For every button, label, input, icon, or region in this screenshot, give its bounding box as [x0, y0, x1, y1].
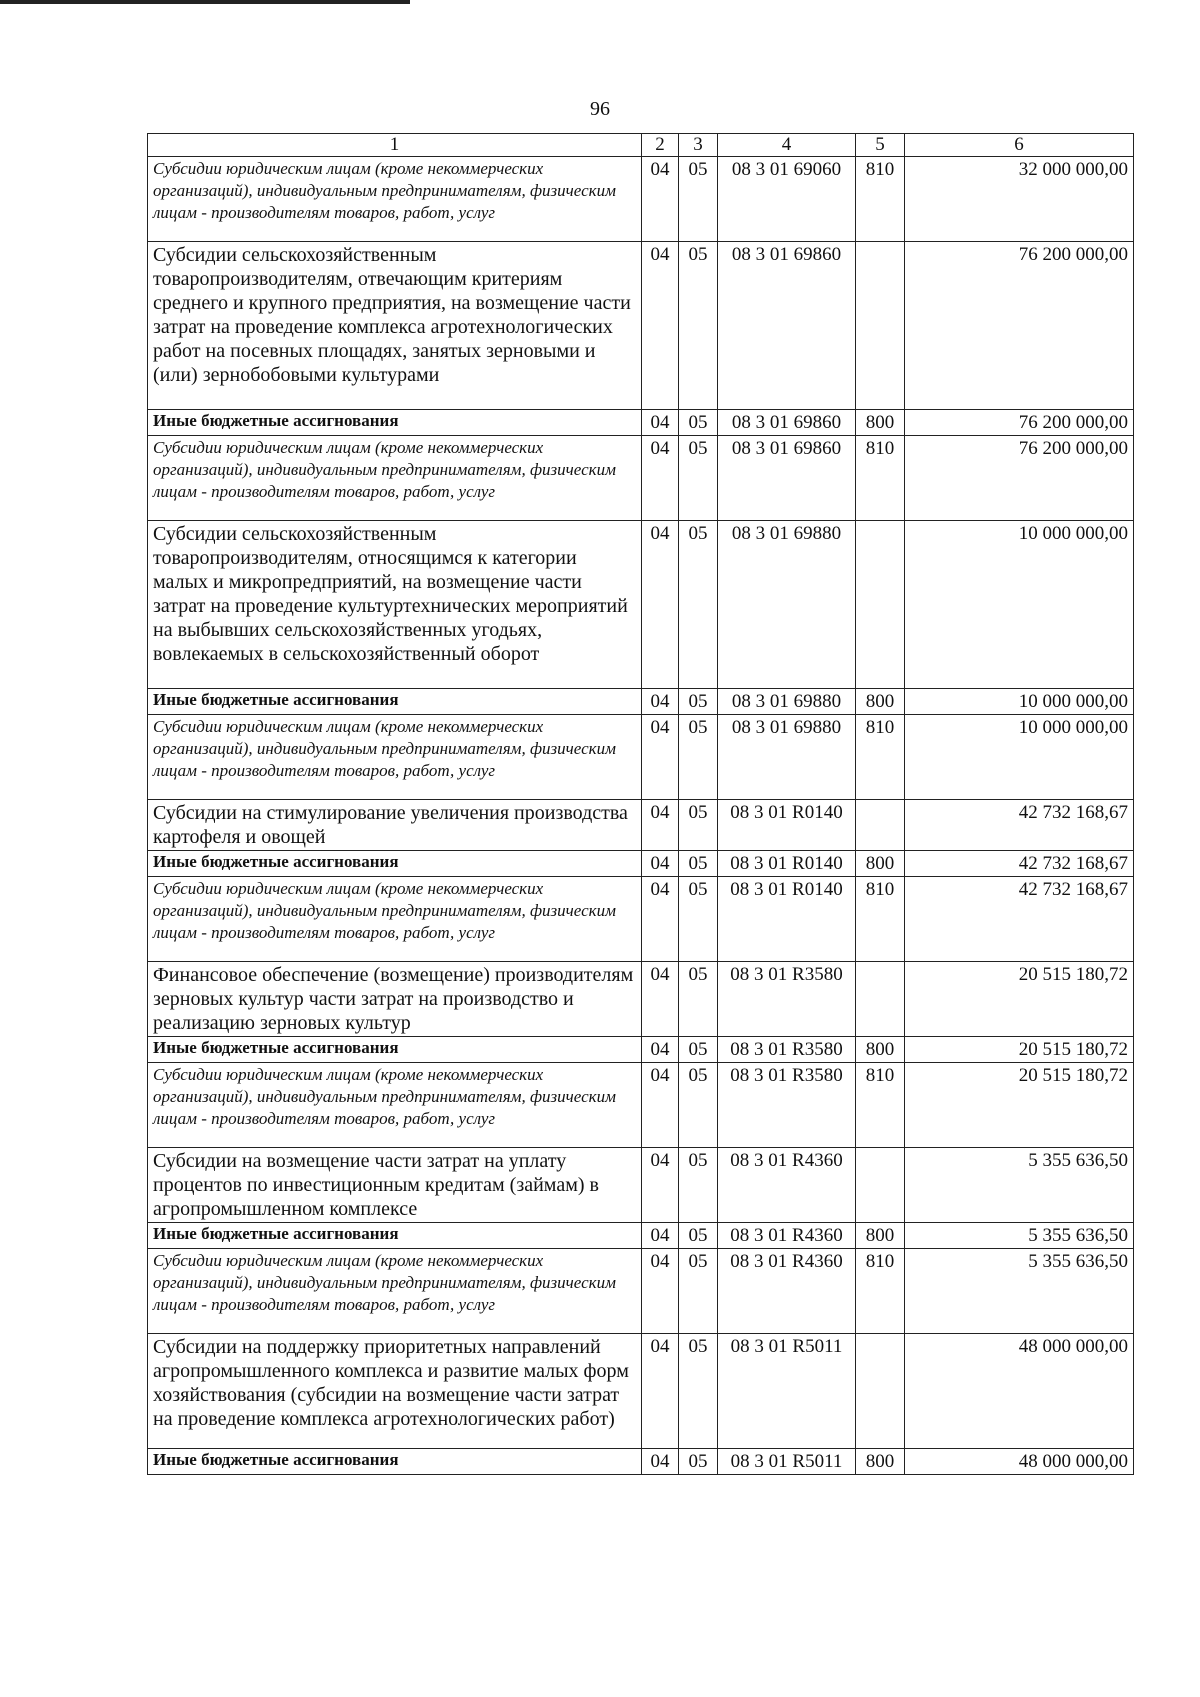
budget-table-body	[148, 134, 1134, 1475]
amount-cell: 48 000 000,00	[905, 1334, 1134, 1449]
subsection-cell: 05	[679, 1449, 718, 1475]
header-cell-1: 1	[148, 134, 642, 157]
amount-cell: 76 200 000,00	[905, 242, 1134, 410]
table-row	[148, 521, 1134, 689]
expense-type-cell: 810	[856, 877, 905, 962]
budget-table	[147, 133, 1134, 1475]
target-article-cell: 08 3 01 69860	[718, 436, 856, 521]
target-article-cell: 08 3 01 69880	[718, 715, 856, 800]
table-row	[148, 410, 1134, 436]
subsection-cell: 05	[679, 1334, 718, 1449]
table-row	[148, 1449, 1134, 1475]
table-row	[148, 1334, 1134, 1449]
expense-type-cell	[856, 1334, 905, 1449]
subsection-cell: 05	[679, 689, 718, 715]
amount-cell: 10 000 000,00	[905, 689, 1134, 715]
subsection-cell: 05	[679, 436, 718, 521]
target-article-cell: 08 3 01 69880	[718, 689, 856, 715]
target-article-cell: 08 3 01 69860	[718, 242, 856, 410]
amount-cell: 20 515 180,72	[905, 1063, 1134, 1148]
subsection-cell: 05	[679, 157, 718, 242]
amount-cell: 42 732 168,67	[905, 800, 1134, 851]
section-cell: 04	[642, 1148, 679, 1223]
table-row	[148, 1223, 1134, 1249]
section-cell: 04	[642, 877, 679, 962]
target-article-cell: 08 3 01 R0140	[718, 877, 856, 962]
table-row	[148, 800, 1134, 851]
table-row	[148, 1063, 1134, 1148]
subsection-cell: 05	[679, 521, 718, 689]
table-row	[148, 877, 1134, 962]
target-article-cell: 08 3 01 69860	[718, 410, 856, 436]
section-cell: 04	[642, 1334, 679, 1449]
table-row	[148, 1148, 1134, 1223]
expense-type-cell: 800	[856, 1037, 905, 1063]
subsection-cell: 05	[679, 242, 718, 410]
header-cell-5: 5	[856, 134, 905, 157]
amount-cell: 10 000 000,00	[905, 521, 1134, 689]
expense-type-cell: 800	[856, 851, 905, 877]
section-cell: 04	[642, 242, 679, 410]
name-cell: Субсидии юридическим лицам (кроме некоммерческих организаций), индивидуальным предпринимателям, физическим лицам - производителям товаров, работ, услуг	[148, 877, 642, 962]
name-cell: Субсидии юридическим лицам (кроме некоммерческих организаций), индивидуальным предпринимателям, физическим лицам - производителям товаров, работ, услуг	[148, 715, 642, 800]
section-cell: 04	[642, 800, 679, 851]
table-row	[148, 1037, 1134, 1063]
name-cell: Иные бюджетные ассигнования	[148, 689, 642, 715]
name-cell: Иные бюджетные ассигнования	[148, 851, 642, 877]
expense-type-cell: 800	[856, 410, 905, 436]
amount-cell: 20 515 180,72	[905, 1037, 1134, 1063]
amount-cell: 42 732 168,67	[905, 877, 1134, 962]
subsection-cell: 05	[679, 962, 718, 1037]
amount-cell: 20 515 180,72	[905, 962, 1134, 1037]
target-article-cell: 08 3 01 69060	[718, 157, 856, 242]
expense-type-cell: 800	[856, 689, 905, 715]
amount-cell: 10 000 000,00	[905, 715, 1134, 800]
table-row	[148, 242, 1134, 410]
target-article-cell: 08 3 01 R3580	[718, 1063, 856, 1148]
expense-type-cell	[856, 962, 905, 1037]
subsection-cell: 05	[679, 800, 718, 851]
section-cell: 04	[642, 689, 679, 715]
amount-cell: 76 200 000,00	[905, 410, 1134, 436]
subsection-cell: 05	[679, 877, 718, 962]
amount-cell: 5 355 636,50	[905, 1148, 1134, 1223]
subsection-cell: 05	[679, 410, 718, 436]
name-cell: Субсидии сельскохозяйственным товаропроизводителям, отвечающим критериям среднего и крупного предприятия, на возмещение части затрат на проведение комплекса агротехнологических работ на посевных площадях, занятых зерновыми и (или) зернобобовыми культурами	[148, 242, 642, 410]
page-number: 96	[590, 98, 610, 120]
subsection-cell: 05	[679, 1063, 718, 1148]
amount-cell: 5 355 636,50	[905, 1223, 1134, 1249]
table-row	[148, 962, 1134, 1037]
expense-type-cell	[856, 800, 905, 851]
expense-type-cell: 810	[856, 436, 905, 521]
target-article-cell: 08 3 01 R5011	[718, 1334, 856, 1449]
target-article-cell: 08 3 01 R0140	[718, 800, 856, 851]
name-cell: Финансовое обеспечение (возмещение) производителям зерновых культур части затрат на производство и реализацию зерновых культур	[148, 962, 642, 1037]
scan-top-rule	[0, 0, 410, 4]
expense-type-cell	[856, 1148, 905, 1223]
expense-type-cell: 800	[856, 1223, 905, 1249]
amount-cell: 42 732 168,67	[905, 851, 1134, 877]
table-row	[148, 689, 1134, 715]
expense-type-cell	[856, 521, 905, 689]
amount-cell: 48 000 000,00	[905, 1449, 1134, 1475]
section-cell: 04	[642, 1063, 679, 1148]
expense-type-cell	[856, 242, 905, 410]
table-row	[148, 1249, 1134, 1334]
target-article-cell: 08 3 01 R4360	[718, 1223, 856, 1249]
section-cell: 04	[642, 1449, 679, 1475]
expense-type-cell: 810	[856, 715, 905, 800]
header-cell-6: 6	[905, 134, 1134, 157]
name-cell: Иные бюджетные ассигнования	[148, 1223, 642, 1249]
name-cell: Субсидии на стимулирование увеличения производства картофеля и овощей	[148, 800, 642, 851]
section-cell: 04	[642, 436, 679, 521]
target-article-cell: 08 3 01 69880	[718, 521, 856, 689]
amount-cell: 76 200 000,00	[905, 436, 1134, 521]
name-cell: Субсидии юридическим лицам (кроме некоммерческих организаций), индивидуальным предпринимателям, физическим лицам - производителям товаров, работ, услуг	[148, 436, 642, 521]
table-row	[148, 436, 1134, 521]
target-article-cell: 08 3 01 R4360	[718, 1148, 856, 1223]
name-cell: Субсидии на возмещение части затрат на уплату процентов по инвестиционным кредитам (займам) в агропромышленном комплексе	[148, 1148, 642, 1223]
target-article-cell: 08 3 01 R5011	[718, 1449, 856, 1475]
subsection-cell: 05	[679, 1249, 718, 1334]
name-cell: Субсидии сельскохозяйственным товаропроизводителям, относящимся к категории малых и микропредприятий, на возмещение части затрат на проведение культуртехнических мероприятий на выбывших сельскохозяйственных угодьях, вовлекаемых в сельскохозяйственный оборот	[148, 521, 642, 689]
section-cell: 04	[642, 1037, 679, 1063]
section-cell: 04	[642, 851, 679, 877]
section-cell: 04	[642, 157, 679, 242]
section-cell: 04	[642, 1223, 679, 1249]
header-cell-4: 4	[718, 134, 856, 157]
section-cell: 04	[642, 410, 679, 436]
amount-cell: 32 000 000,00	[905, 157, 1134, 242]
target-article-cell: 08 3 01 R0140	[718, 851, 856, 877]
table-row	[148, 851, 1134, 877]
subsection-cell: 05	[679, 1037, 718, 1063]
subsection-cell: 05	[679, 851, 718, 877]
section-cell: 04	[642, 1249, 679, 1334]
name-cell: Субсидии юридическим лицам (кроме некоммерческих организаций), индивидуальным предпринимателям, физическим лицам - производителям товаров, работ, услуг	[148, 1249, 642, 1334]
section-cell: 04	[642, 962, 679, 1037]
header-row	[148, 134, 1134, 157]
target-article-cell: 08 3 01 R3580	[718, 1037, 856, 1063]
subsection-cell: 05	[679, 715, 718, 800]
name-cell: Иные бюджетные ассигнования	[148, 1037, 642, 1063]
name-cell: Иные бюджетные ассигнования	[148, 1449, 642, 1475]
expense-type-cell: 810	[856, 157, 905, 242]
subsection-cell: 05	[679, 1148, 718, 1223]
target-article-cell: 08 3 01 R4360	[718, 1249, 856, 1334]
name-cell: Субсидии юридическим лицам (кроме некоммерческих организаций), индивидуальным предпринимателям, физическим лицам - производителям товаров, работ, услуг	[148, 157, 642, 242]
subsection-cell: 05	[679, 1223, 718, 1249]
table-row	[148, 157, 1134, 242]
header-cell-3: 3	[679, 134, 718, 157]
expense-type-cell: 810	[856, 1063, 905, 1148]
amount-cell: 5 355 636,50	[905, 1249, 1134, 1334]
section-cell: 04	[642, 715, 679, 800]
target-article-cell: 08 3 01 R3580	[718, 962, 856, 1037]
section-cell: 04	[642, 521, 679, 689]
name-cell: Иные бюджетные ассигнования	[148, 410, 642, 436]
expense-type-cell: 800	[856, 1449, 905, 1475]
table-row	[148, 715, 1134, 800]
name-cell: Субсидии юридическим лицам (кроме некоммерческих организаций), индивидуальным предпринимателям, физическим лицам - производителям товаров, работ, услуг	[148, 1063, 642, 1148]
expense-type-cell: 810	[856, 1249, 905, 1334]
header-cell-2: 2	[642, 134, 679, 157]
name-cell: Субсидии на поддержку приоритетных направлений агропромышленного комплекса и развитие малых форм хозяйствования (субсидии на возмещение части затрат на проведение комплекса агротехнологических работ)	[148, 1334, 642, 1449]
